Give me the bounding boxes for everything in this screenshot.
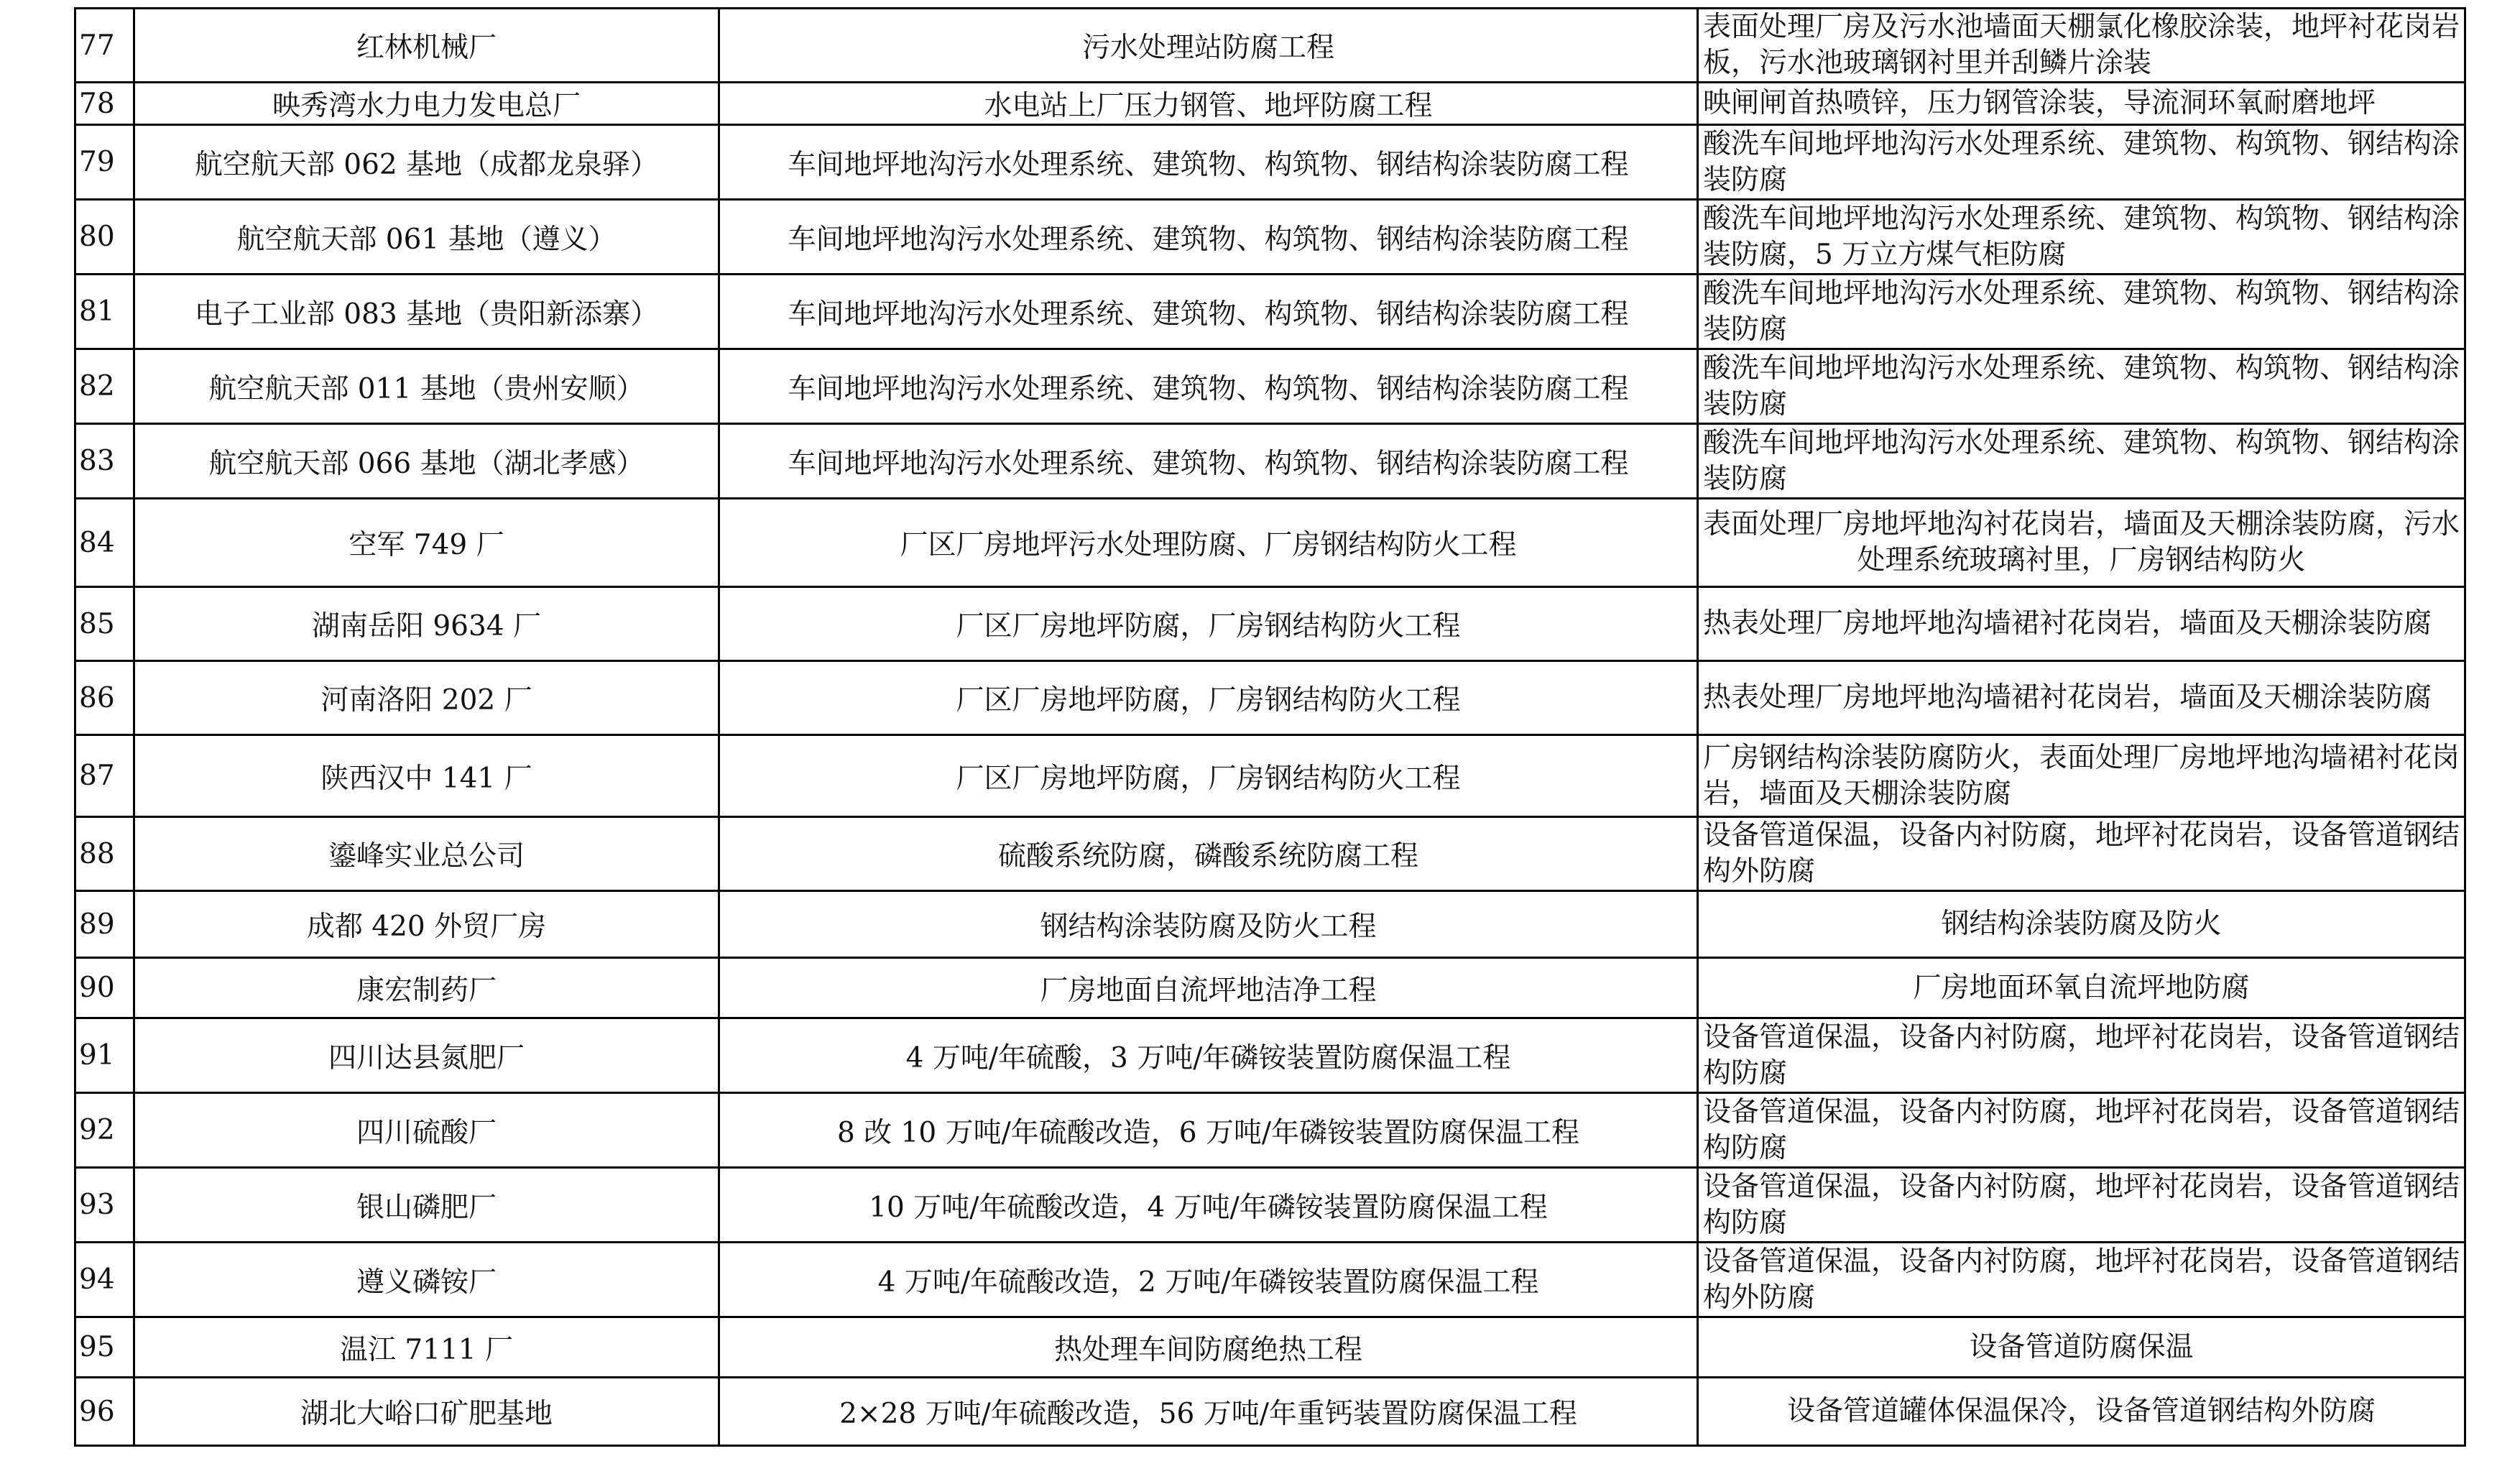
table-row xyxy=(75,891,2465,958)
description-cell: 厂房钢结构涂装防腐防火，表面处理厂房地坪地沟墙裙衬花岗岩，墙面及天棚涂装防腐 xyxy=(1698,735,2465,817)
company-cell: 映秀湾水力电力发电总厂 xyxy=(134,83,719,125)
table-row xyxy=(75,200,2465,275)
project-cell: 车间地坪地沟污水处理系统、建筑物、构筑物、钢结构涂装防腐工程 xyxy=(719,349,1698,424)
description-cell: 设备管道防腐保温 xyxy=(1698,1317,2465,1378)
description-cell: 热表处理厂房地坪地沟墙裙衬花岗岩，墙面及天棚涂装防腐 xyxy=(1698,661,2465,735)
description-cell: 设备管道保温，设备内衬防腐，地坪衬花岗岩，设备管道钢结构防腐 xyxy=(1698,1018,2465,1093)
project-cell: 车间地坪地沟污水处理系统、建筑物、构筑物、钢结构涂装防腐工程 xyxy=(719,125,1698,200)
company-cell: 航空航天部 062 基地（成都龙泉驿） xyxy=(134,125,719,200)
project-cell: 厂房地面自流坪地洁净工程 xyxy=(719,958,1698,1018)
table-row xyxy=(75,958,2465,1018)
description-cell: 设备管道保温，设备内衬防腐，地坪衬花岗岩，设备管道钢结构防腐 xyxy=(1698,1093,2465,1168)
row-number-cell: 77 xyxy=(75,9,134,83)
company-cell: 四川达县氮肥厂 xyxy=(134,1018,719,1093)
table-row xyxy=(75,1378,2465,1446)
description-cell: 表面处理厂房地坪地沟衬花岗岩，墙面及天棚涂装防腐，污水处理系统玻璃衬里，厂房钢结构防火 xyxy=(1698,499,2465,587)
row-number-cell: 91 xyxy=(75,1018,134,1093)
table-row xyxy=(75,499,2465,587)
table-row xyxy=(75,275,2465,349)
table-row xyxy=(75,587,2465,661)
company-cell: 航空航天部 011 基地（贵州安顺） xyxy=(134,349,719,424)
project-cell: 硫酸系统防腐，磷酸系统防腐工程 xyxy=(719,817,1698,891)
company-cell: 湖南岳阳 9634 厂 xyxy=(134,587,719,661)
row-number-cell: 79 xyxy=(75,125,134,200)
table-row xyxy=(75,125,2465,200)
project-cell: 钢结构涂装防腐及防火工程 xyxy=(719,891,1698,958)
project-cell: 车间地坪地沟污水处理系统、建筑物、构筑物、钢结构涂装防腐工程 xyxy=(719,275,1698,349)
company-cell: 红林机械厂 xyxy=(134,9,719,83)
project-cell: 厂区厂房地坪防腐，厂房钢结构防火工程 xyxy=(719,735,1698,817)
row-number-cell: 83 xyxy=(75,424,134,499)
project-table xyxy=(74,7,2466,1447)
project-cell: 车间地坪地沟污水处理系统、建筑物、构筑物、钢结构涂装防腐工程 xyxy=(719,200,1698,275)
row-number-cell: 95 xyxy=(75,1317,134,1378)
project-table-body xyxy=(75,9,2465,1446)
description-cell: 厂房地面环氧自流坪地防腐 xyxy=(1698,958,2465,1018)
project-cell: 4 万吨/年硫酸，3 万吨/年磷铵装置防腐保温工程 xyxy=(719,1018,1698,1093)
company-cell: 湖北大峪口矿肥基地 xyxy=(134,1378,719,1446)
company-cell: 航空航天部 061 基地（遵义） xyxy=(134,200,719,275)
table-row xyxy=(75,83,2465,125)
company-cell: 温江 7111 厂 xyxy=(134,1317,719,1378)
description-cell: 热表处理厂房地坪地沟墙裙衬花岗岩，墙面及天棚涂装防腐 xyxy=(1698,587,2465,661)
table-row xyxy=(75,9,2465,83)
description-cell: 酸洗车间地坪地沟污水处理系统、建筑物、构筑物、钢结构涂装防腐 xyxy=(1698,275,2465,349)
table-row xyxy=(75,735,2465,817)
project-cell: 8 改 10 万吨/年硫酸改造，6 万吨/年磷铵装置防腐保温工程 xyxy=(719,1093,1698,1168)
row-number-cell: 90 xyxy=(75,958,134,1018)
company-cell: 鎏峰实业总公司 xyxy=(134,817,719,891)
table-row xyxy=(75,817,2465,891)
company-cell: 四川硫酸厂 xyxy=(134,1093,719,1168)
row-number-cell: 94 xyxy=(75,1243,134,1317)
description-cell: 酸洗车间地坪地沟污水处理系统、建筑物、构筑物、钢结构涂装防腐 xyxy=(1698,349,2465,424)
project-cell: 厂区厂房地坪防腐，厂房钢结构防火工程 xyxy=(719,587,1698,661)
company-cell: 航空航天部 066 基地（湖北孝感） xyxy=(134,424,719,499)
company-cell: 康宏制药厂 xyxy=(134,958,719,1018)
row-number-cell: 82 xyxy=(75,349,134,424)
table-row xyxy=(75,1243,2465,1317)
project-cell: 2×28 万吨/年硫酸改造，56 万吨/年重钙装置防腐保温工程 xyxy=(719,1378,1698,1446)
row-number-cell: 89 xyxy=(75,891,134,958)
table-row xyxy=(75,661,2465,735)
description-cell: 设备管道罐体保温保冷，设备管道钢结构外防腐 xyxy=(1698,1378,2465,1446)
row-number-cell: 80 xyxy=(75,200,134,275)
description-cell: 酸洗车间地坪地沟污水处理系统、建筑物、构筑物、钢结构涂装防腐 xyxy=(1698,424,2465,499)
company-cell: 成都 420 外贸厂房 xyxy=(134,891,719,958)
project-cell: 厂区厂房地坪防腐，厂房钢结构防火工程 xyxy=(719,661,1698,735)
description-cell: 设备管道保温，设备内衬防腐，地坪衬花岗岩，设备管道钢结构外防腐 xyxy=(1698,817,2465,891)
description-cell: 酸洗车间地坪地沟污水处理系统、建筑物、构筑物、钢结构涂装防腐 xyxy=(1698,125,2465,200)
row-number-cell: 87 xyxy=(75,735,134,817)
company-cell: 河南洛阳 202 厂 xyxy=(134,661,719,735)
description-cell: 设备管道保温，设备内衬防腐，地坪衬花岗岩，设备管道钢结构外防腐 xyxy=(1698,1243,2465,1317)
row-number-cell: 88 xyxy=(75,817,134,891)
row-number-cell: 78 xyxy=(75,83,134,125)
company-cell: 电子工业部 083 基地（贵阳新添寨） xyxy=(134,275,719,349)
table-row xyxy=(75,349,2465,424)
description-cell: 表面处理厂房及污水池墙面天棚氯化橡胶涂装，地坪衬花岗岩板，污水池玻璃钢衬里并刮鳞片涂装 xyxy=(1698,9,2465,83)
row-number-cell: 96 xyxy=(75,1378,134,1446)
project-cell: 污水处理站防腐工程 xyxy=(719,9,1698,83)
table-row xyxy=(75,1093,2465,1168)
project-cell: 水电站上厂压力钢管、地坪防腐工程 xyxy=(719,83,1698,125)
row-number-cell: 81 xyxy=(75,275,134,349)
table-row xyxy=(75,1018,2465,1093)
row-number-cell: 93 xyxy=(75,1168,134,1243)
table-row xyxy=(75,424,2465,499)
project-cell: 10 万吨/年硫酸改造，4 万吨/年磷铵装置防腐保温工程 xyxy=(719,1168,1698,1243)
company-cell: 银山磷肥厂 xyxy=(134,1168,719,1243)
description-cell: 钢结构涂装防腐及防火 xyxy=(1698,891,2465,958)
description-cell: 设备管道保温，设备内衬防腐，地坪衬花岗岩，设备管道钢结构防腐 xyxy=(1698,1168,2465,1243)
table-row xyxy=(75,1168,2465,1243)
company-cell: 空军 749 厂 xyxy=(134,499,719,587)
company-cell: 陕西汉中 141 厂 xyxy=(134,735,719,817)
row-number-cell: 92 xyxy=(75,1093,134,1168)
description-cell: 酸洗车间地坪地沟污水处理系统、建筑物、构筑物、钢结构涂装防腐，5 万立方煤气柜防腐 xyxy=(1698,200,2465,275)
project-cell: 厂区厂房地坪污水处理防腐、厂房钢结构防火工程 xyxy=(719,499,1698,587)
company-cell: 遵义磷铵厂 xyxy=(134,1243,719,1317)
row-number-cell: 86 xyxy=(75,661,134,735)
row-number-cell: 84 xyxy=(75,499,134,587)
project-cell: 热处理车间防腐绝热工程 xyxy=(719,1317,1698,1378)
project-cell: 车间地坪地沟污水处理系统、建筑物、构筑物、钢结构涂装防腐工程 xyxy=(719,424,1698,499)
table-row xyxy=(75,1317,2465,1378)
row-number-cell: 85 xyxy=(75,587,134,661)
project-cell: 4 万吨/年硫酸改造，2 万吨/年磷铵装置防腐保温工程 xyxy=(719,1243,1698,1317)
description-cell: 映闸闸首热喷锌，压力钢管涂装，导流洞环氧耐磨地坪 xyxy=(1698,83,2465,125)
